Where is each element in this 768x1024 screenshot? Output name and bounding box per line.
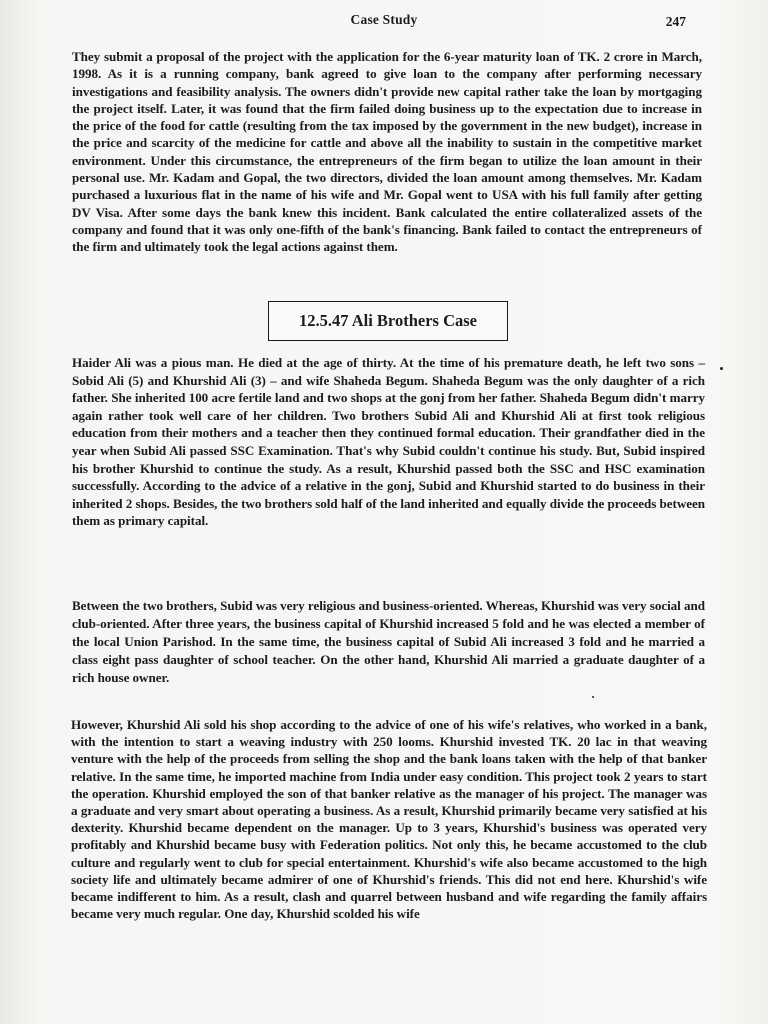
paragraph-two-brothers: Between the two brothers, Subid was very religious and business-oriented. Whereas, Khurshid was very social and club-oriented. After three years, the business capital of Khurshid increased 5 fold and he was elected a member of the local Union Parishod. In the same time, the business capital of Subid Ali increased 3 fold and he married a class eight pass daughter of school teacher. On the other hand, Khurshid Ali married a graduate daughter of a rich house owner.: [72, 598, 705, 685]
section-heading-box: [268, 301, 508, 341]
paragraph-haider-ali: Haider Ali was a pious man. He died at the age of thirty. At the time of his premature death, he left two sons – Sobid Ali (5) and Khurshid Ali (3) – and wife Shaheda Begum. Shaheda Begum was the only daughter of a rich father. She inherited 100 acre fertile land and two shops at the gonj from her father. Shaheda Begum didn't marry again rather took well care of her children. Two brothers Subid Ali and Khurshid Ali at first took religious education from their mothers and a teacher then they continued formal education. Their grandfather died in the year when Subid Ali passed SSC Examination. That's why Subid couldn't continue his study. But, Subid inspired his brother Khurshid to continue the study. As a result, Khurshid passed both the SSC and HSC examination successfully. According to the advice of a relative in the gonj, Subid and Khurshid started to do business in their inherited 2 shops. Besides, the two brothers sold half of the land inherited and equally divide the proceeds between them as primary capital.: [72, 355, 705, 529]
page-number: 247: [665, 14, 686, 29]
paragraph-case-continuation: They submit a proposal of the project with the application for the 6-year maturity loan of TK. 2 crore in March, 1998. As it is a running company, bank agreed to give loan to the company after performing necessary investigations and feasibility analysis. The owners didn't provide new capital rather take the loan by mortgaging the project itself. Later, it was found that the firm failed doing business up to the expectation due to increase in the price of the food for cattle (resulting from the tax imposed by the government in the new budget), increase in the price and scarcity of the medicine for cattle and above all the inability to sustain in the competitive market environment. Under this circumstance, the entrepreneurs of the firm began to utilize the loan amount in their personal use. Mr. Kadam and Gopal, the two directors, divided the loan amount among themselves. Mr. Kadam purchased a luxurious flat in the name of his wife and Mr. Gopal went to USA with his full family after getting DV Visa. After some days the bank knew this incident. Bank calculated the entire collateralized assets of the company and found that it was only one-fifth of the bank's financing. Bank failed to contact the entrepreneurs of the firm and ultimately took the legal actions against them.: [72, 49, 702, 255]
paragraph-weaving-industry: However, Khurshid Ali sold his shop according to the advice of one of his wife's relatives, who worked in a bank, with the intention to start a weaving industry with 250 looms. Khurshid invested TK. 20 lac in that weaving venture with the help of the proceeds from selling the shop and the bank loans taken with the help of that banker relative. In the same time, he imported machine from India under easy condition. This project took 2 years to start the operation. Khurshid employed the son of that banker relative as the manager of his project. The manager was a graduate and very smart about operating a business. As a result, Khurshid primarily became very satisfied at his dexterity. Khurshid became dependent on the manager. Up to 3 years, Khurshid's business was operated very profitably and Khurshid became busy with Federation politics. Not only this, he became accustomed to the club culture and regularly went to club for special entertainment. Khurshid's wife also became accustomed to the high society life and ultimately became admirer of one of Khurshid's friends. This did not end here. Khurshid's wife became indifferent to him. As a result, clash and quarrel between husband and wife regarding the family affairs became very much regular. One day, Khurshid scolded his wife: [71, 717, 707, 922]
running-header: [0, 12, 768, 32]
running-title: Case Study: [350, 12, 418, 27]
scan-speck: [720, 367, 723, 370]
scan-speck: [592, 696, 594, 698]
section-title: 12.5.47 Ali Brothers Case: [299, 311, 477, 330]
